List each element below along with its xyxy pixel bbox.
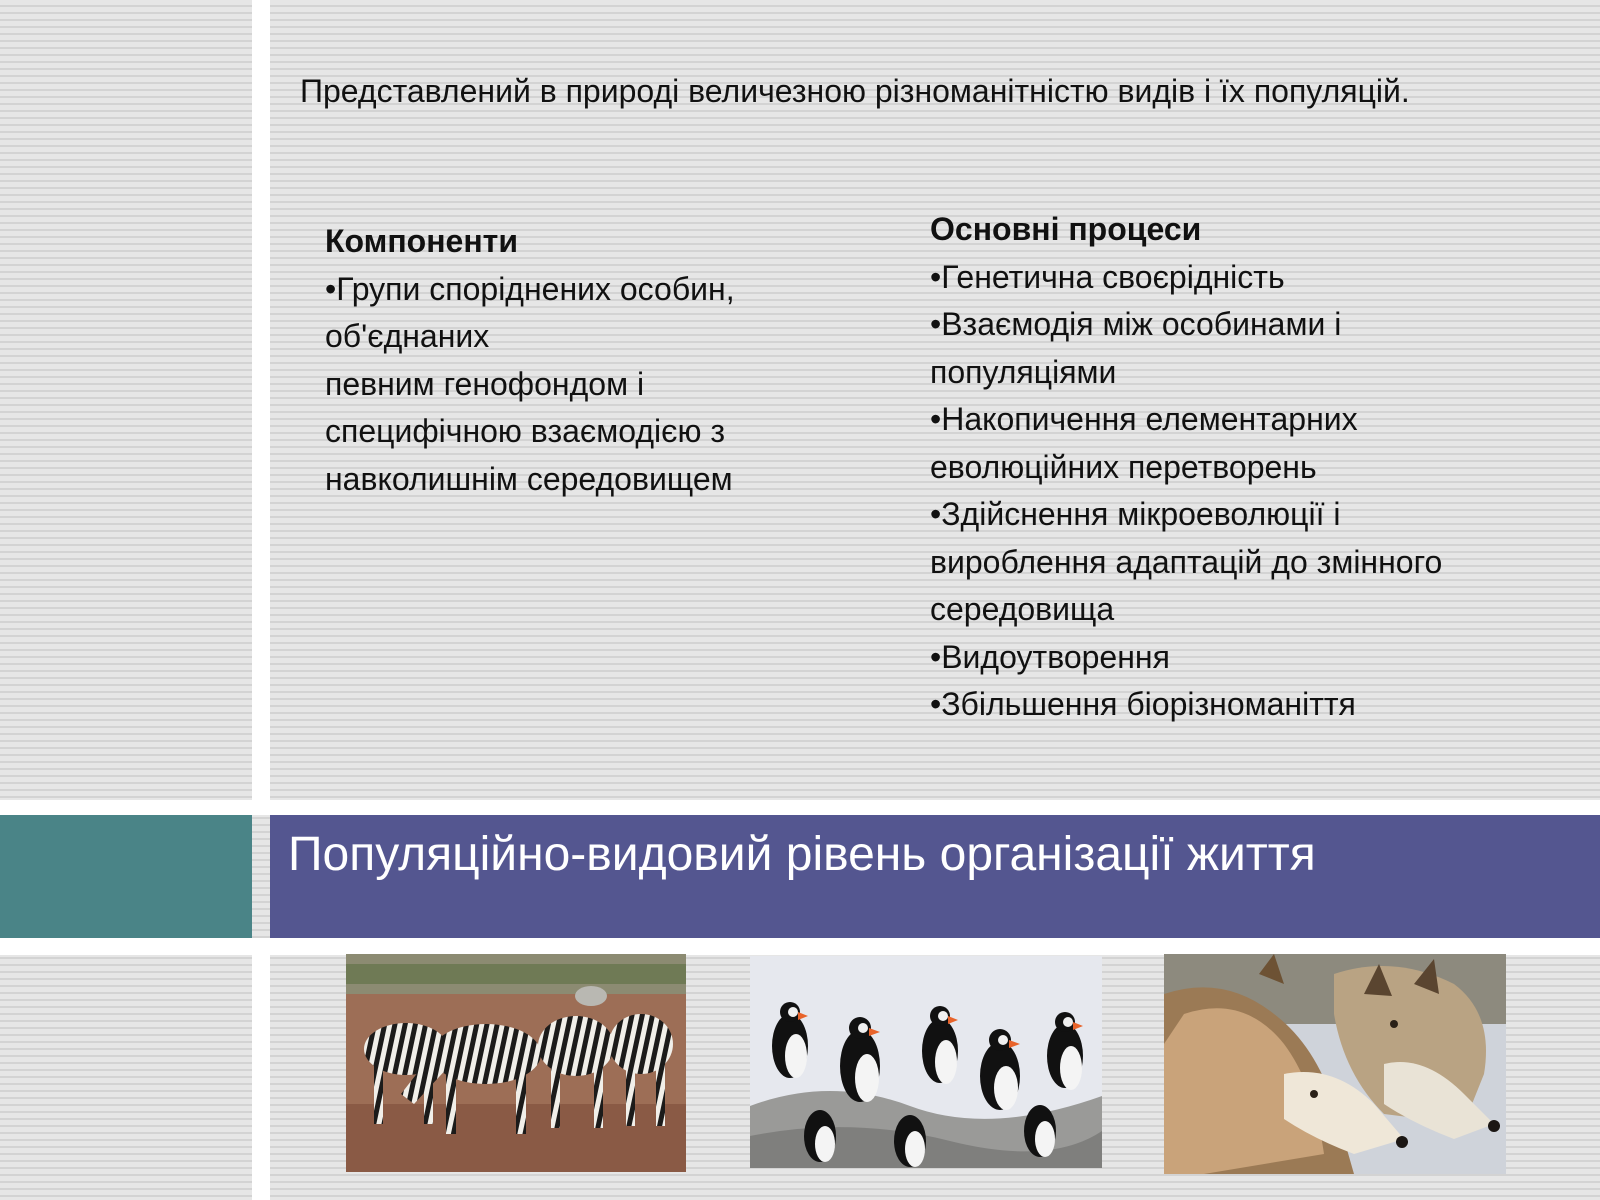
processes-line: популяціями (930, 353, 1117, 390)
components-line: певним генофондом і (325, 365, 645, 402)
processes-heading: Основні процеси (930, 211, 1202, 247)
processes-line: еволюційних перетворень (930, 448, 1317, 485)
puffins-photo (750, 956, 1102, 1168)
zebras-photo (346, 954, 686, 1172)
accent-block (0, 815, 252, 938)
processes-line: •Здійснення мікроеволюції і (930, 496, 1341, 532)
processes-line: •Збільшення біорізноманіття (930, 686, 1356, 722)
processes-line: •Видоутворення (930, 638, 1170, 675)
processes-line: середовища (930, 591, 1115, 627)
processes-block (930, 206, 1590, 729)
components-line: специфічною взаємодією з (325, 413, 725, 449)
processes-line: •Накопичення елементарних (930, 401, 1358, 437)
vertical-divider-lower (252, 938, 270, 1200)
components-line: об'єднаних (325, 318, 490, 354)
vertical-divider (252, 0, 270, 800)
components-line: навколишнім середовищем (325, 460, 733, 497)
title-top-divider (0, 800, 1600, 815)
processes-line: •Генетична своєрідність (930, 258, 1285, 295)
components-block (325, 218, 845, 503)
title-band (270, 815, 1600, 938)
wolves-photo (1164, 954, 1506, 1174)
components-line: •Групи споріднених особин, (325, 270, 735, 307)
intro-text: Представлений в природі величезною різноманітністю видів і їх популяцій. (300, 73, 1410, 109)
processes-line: •Взаємодія між особинами і (930, 306, 1342, 342)
slide-title: Популяційно-видовий рівень організації життя (288, 828, 1316, 881)
processes-line: вироблення адаптацій до змінного (930, 543, 1443, 580)
components-heading: Компоненти (325, 223, 518, 259)
title-bottom-divider (0, 938, 1600, 955)
